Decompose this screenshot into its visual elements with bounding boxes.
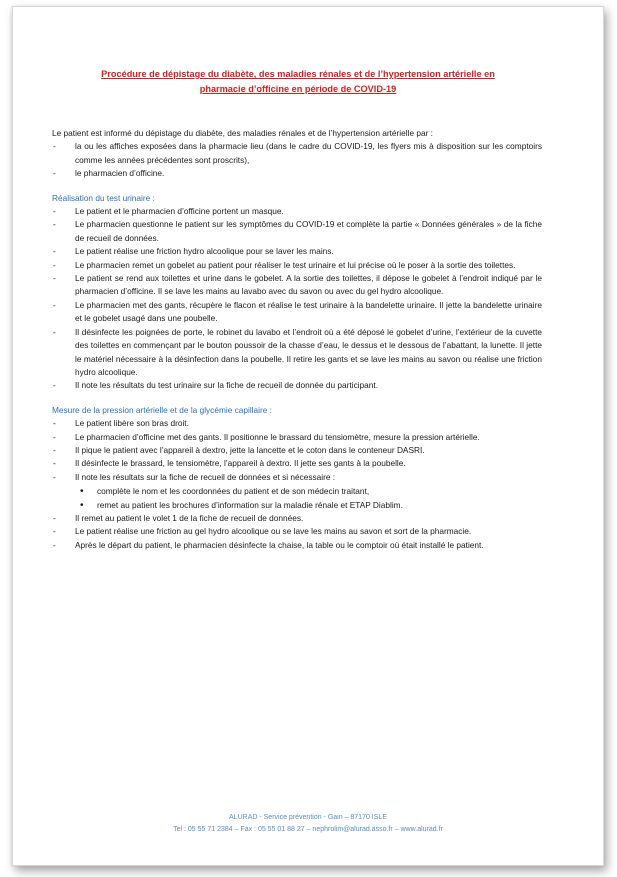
footer-address: ALURAD - Service prévention - Gain – 87170 ISLE — [229, 814, 387, 821]
step-item: - Le patient réalise une friction hydro alcoolique pour se laver les mains. — [52, 245, 542, 258]
intro-list — [52, 140, 542, 180]
sub-bullet-item: • complète le nom et les coordonnées du patient et de son médecin traitant, — [75, 485, 542, 498]
intro-item: - la ou les affiches exposées dans la pharmacie lieu (dans le cadre du COVID-19, les flyers mis à disposition sur les comptoirs comme les années précédentes sont proscrits), — [52, 140, 542, 167]
section-heading-blood-pressure: Mesure de la pression artérielle et de la glycémie capillaire : — [52, 404, 272, 415]
step-item — [52, 471, 542, 512]
step-item: - Le pharmacien d’officine met des gants. Il positionne le brassard du tensiomètre, mesure la pression artérielle. — [52, 431, 542, 444]
step-item: - Le patient et le pharmacien d’officine portent un masque. — [52, 205, 542, 218]
intro-item: - le pharmacien d’officine. — [52, 167, 542, 180]
sub-bullet-list — [75, 485, 542, 512]
step-item: - Il note les résultats du test urinaire sur la fiche de recueil de donnée du participant. — [52, 379, 542, 392]
document-body — [52, 127, 542, 552]
footer-contact: Tel : 05 55 71 2384 – Fax : 05 55 01 88 27 – nephrolim@alurad.asso.fr – www.alurad.fr — [173, 826, 443, 833]
step-item: - Il désinfecte le brassard, le tensiomètre, l’appareil à dextro. Il jette ses gants à la poubelle. — [52, 457, 542, 470]
step-item: - Le pharmacien questionne le patient sur les symptômes du COVID-19 et complète la partie « Données générales » de la fiche de recueil de données. — [52, 218, 542, 245]
step-item: - Le patient libère son bras droit. — [52, 417, 542, 430]
step-item: - Il désinfecte les poignées de porte, le robinet du lavabo et l’endroit où a été déposé le gobelet d’urine, l’extérieur de la cuvette des toilettes en commençant par le bouton poussoir de la chasse d’eau, le dessus et le dessous de l’abattant, la lunette. Il jette le matériel nécessaire à la désinfection dans la poubelle. Il retire les gants et se lave les mains au savon ou réalise une friction hydro alcoolique. — [52, 326, 542, 380]
title-line-2: pharmacie d’officine en période de COVID-19 — [199, 84, 397, 94]
step-item-text: Il note les résultats sur la fiche de recueil de données et si nécessaire : — [75, 471, 336, 482]
urine-test-steps — [52, 205, 542, 393]
document-footer — [40, 812, 576, 836]
step-item: - Le pharmacien remet un gobelet au patient pour réaliser le test urinaire et lui précise où le poser à la sortie des toilettes. — [52, 259, 542, 272]
intro-paragraph: Le patient est informé du dépistage du diabète, des maladies rénales et de l’hypertension artérielle par : — [52, 128, 433, 138]
step-item: - Il remet au patient le volet 1 de la fiche de recueil de données. — [52, 512, 542, 525]
sub-bullet-item: • remet au patient les brochures d’information sur la maladie rénale et ETAP Diablim. — [75, 499, 542, 512]
blood-pressure-steps — [52, 417, 542, 552]
step-item: - Le patient réalise une friction au gel hydro alcoolique ou se lave les mains au savon et sort de la pharmacie. — [52, 525, 542, 538]
step-item: - Il pique le patient avec l’appareil à dextro, jette la lancette et le coton dans le conteneur DASRI. — [52, 444, 542, 457]
title-line-1: Procédure de dépistage du diabète, des maladies rénales et de l’hypertension artérielle en — [101, 69, 495, 79]
step-item: - Le patient se rend aux toilettes et urine dans le gobelet. A la sortie des toilettes, il dépose le gobelet à l’endroit indiqué par le pharmacien d’officine. Il se lave les mains au lavabo avec du savon ou avec du gel hydro alcoolique. — [52, 272, 542, 299]
step-item: - Après le départ du patient, le pharmacien désinfecte la chaise, la table ou le comptoir où était installé le patient. — [52, 539, 542, 552]
section-heading-urine-test: Réalisation du test urinaire : — [52, 192, 155, 203]
step-item: - Le pharmacien met des gants, récupère le flacon et réalise le test urinaire à la bandelette urinaire. Il jette la bandelette urinaire et le gobelet usagé dans une poubelle. — [52, 299, 542, 326]
document-title — [48, 67, 548, 97]
